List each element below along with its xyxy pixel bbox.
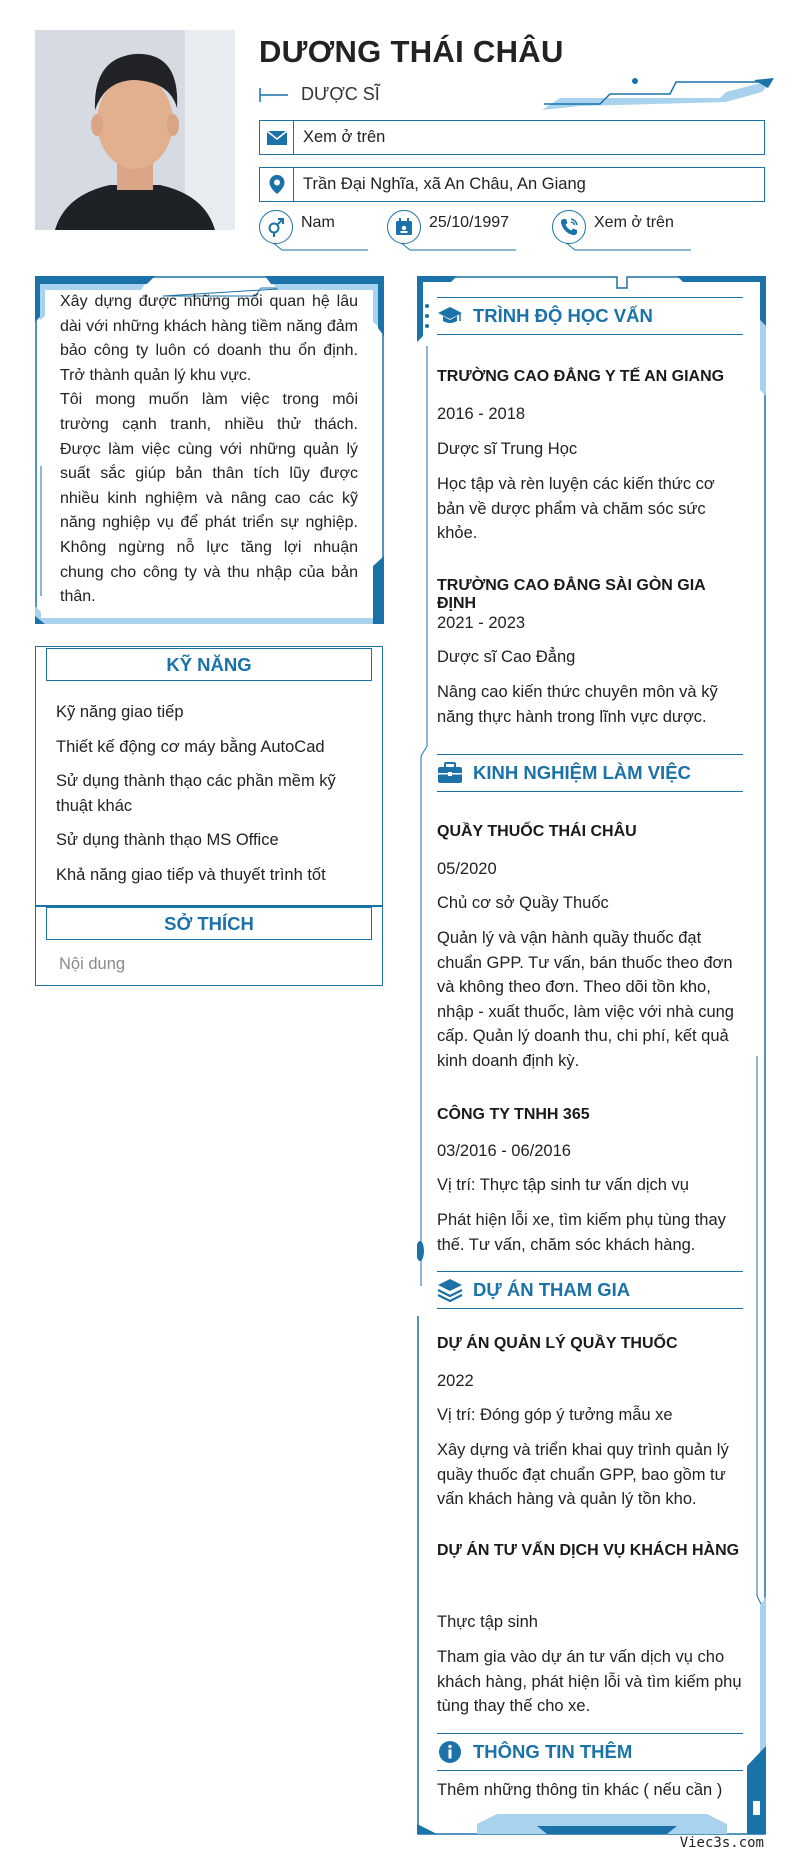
objective-paragraph-1: Xây dựng được những mối quan hệ lâu dài với những khách hàng tiềm năng đảm bảo công ty luôn có doanh thu ổn định. Trở thành quản lý khu vực. bbox=[60, 293, 358, 384]
project-period: 2022 bbox=[437, 1372, 474, 1390]
skill-item: Thiết kế động cơ máy bằng AutoCad bbox=[56, 737, 325, 756]
education-header bbox=[437, 297, 743, 335]
project-name: DỰ ÁN TƯ VẤN DỊCH VỤ KHÁCH HÀNG bbox=[437, 1542, 740, 1559]
skill-item: Khả năng giao tiếp và thuyết trình tốt bbox=[56, 865, 326, 884]
additional-header bbox=[437, 1733, 743, 1771]
footer-brand: Viec3s.com bbox=[679, 1835, 764, 1851]
circuit-decoration bbox=[540, 74, 780, 114]
experience-company: QUẦY THUỐC THÁI CHÂU bbox=[437, 823, 637, 840]
layers-icon bbox=[437, 1277, 463, 1303]
hobbies-content: Nội dung bbox=[59, 955, 126, 973]
education-description: Học tập và rèn luyện các kiến thức cơ bản về dược phẩm và chăm sóc sức khỏe. bbox=[437, 475, 715, 542]
objective-text bbox=[60, 290, 358, 610]
project-role: Vị trí: Đóng góp ý tưởng mẫu xe bbox=[437, 1406, 673, 1424]
email-icon bbox=[260, 121, 294, 154]
phone-underline bbox=[563, 240, 693, 252]
gender-value: Nam bbox=[301, 214, 335, 231]
experience-position: Vị trí: Thực tập sinh tư vấn dịch vụ bbox=[437, 1176, 689, 1194]
education-description: Nâng cao kiến thức chuyên môn và kỹ năng thực hành trong lĩnh vực dược. bbox=[437, 683, 718, 726]
graduation-cap-icon bbox=[437, 303, 463, 329]
education-period: 2021 - 2023 bbox=[437, 614, 526, 632]
projects-title: DỰ ÁN THAM GIA bbox=[473, 1279, 631, 1300]
project-role: Thực tập sinh bbox=[437, 1613, 538, 1631]
email-value: Xem ở trên bbox=[303, 128, 386, 146]
gender-underline bbox=[270, 240, 370, 252]
birthday-value: 25/10/1997 bbox=[429, 214, 510, 231]
address-value: Trần Đại Nghĩa, xã An Châu, An Giang bbox=[303, 175, 586, 193]
briefcase-icon bbox=[437, 760, 463, 786]
skills-list bbox=[56, 700, 376, 897]
projects-header bbox=[437, 1271, 743, 1309]
location-icon bbox=[260, 168, 294, 201]
email-field bbox=[259, 120, 765, 155]
experience-position: Chủ cơ sở Quầy Thuốc bbox=[437, 894, 609, 912]
additional-text: Thêm những thông tin khác ( nếu cần ) bbox=[437, 1781, 723, 1799]
skill-item: Sử dụng thành thạo các phần mềm kỹ thuật khác bbox=[56, 772, 336, 815]
experience-description: Quản lý và vận hành quầy thuốc đạt chuẩn GPP. Tư vấn, bán thuốc theo đơn và không theo đơn. Theo dõi tồn kho, nhập - xuất thuốc, làm việc với nhà cung cấp. Quản lý doanh thu, chi phí, kết quả kinh doanh định kỳ. bbox=[437, 929, 734, 1070]
candidate-name: DƯƠNG THÁI CHÂU bbox=[259, 34, 564, 69]
address-field bbox=[259, 167, 765, 202]
experience-company: CÔNG TY TNHH 365 bbox=[437, 1106, 590, 1123]
project-description: Tham gia vào dự án tư vấn dịch vụ cho khách hàng, phát hiện lỗi và tìm kiếm phụ tùng thay thế cho xe. bbox=[437, 1648, 742, 1715]
experience-title: KINH NGHIỆM LÀM VIỆC bbox=[473, 762, 691, 783]
experience-description: Phát hiện lỗi xe, tìm kiếm phụ tùng thay thế. Tư vấn, chăm sóc khách hàng. bbox=[437, 1211, 726, 1254]
phone-icon bbox=[552, 210, 586, 244]
calendar-icon bbox=[387, 210, 421, 244]
profile-photo bbox=[35, 30, 235, 230]
education-school: TRƯỜNG CAO ĐẲNG Y TẾ AN GIANG bbox=[437, 368, 725, 385]
title-line-decoration bbox=[259, 84, 289, 106]
experience-period: 05/2020 bbox=[437, 860, 497, 878]
hobbies-title: SỞ THÍCH bbox=[46, 907, 372, 940]
education-degree: Dược sĩ Cao Đẳng bbox=[437, 648, 576, 666]
skill-item: Sử dụng thành thạo MS Office bbox=[56, 831, 279, 849]
job-title: DƯỢC SĨ bbox=[301, 84, 380, 104]
project-name: DỰ ÁN QUẢN LÝ QUẦY THUỐC bbox=[437, 1335, 678, 1352]
birthday-underline bbox=[398, 240, 518, 252]
skill-item: Kỹ năng giao tiếp bbox=[56, 703, 184, 721]
additional-title: THÔNG TIN THÊM bbox=[473, 1741, 633, 1762]
education-degree: Dược sĩ Trung Học bbox=[437, 440, 578, 458]
education-period: 2016 - 2018 bbox=[437, 405, 526, 423]
phone-value: Xem ở trên bbox=[594, 214, 674, 231]
project-description: Xây dựng và triển khai quy trình quản lý quầy thuốc đạt chuẩn GPP, bao gồm tư vấn khách hàng và quản lý tồn kho. bbox=[437, 1441, 729, 1508]
education-school: TRƯỜNG CAO ĐẲNG SÀI GÒN GIA ĐỊNH bbox=[437, 577, 706, 612]
education-title: TRÌNH ĐỘ HỌC VẤN bbox=[473, 305, 653, 326]
skills-title: KỸ NĂNG bbox=[46, 648, 372, 681]
objective-paragraph-2: Tôi mong muốn làm việc trong môi trường cạnh tranh, nhiều thử thách. Được làm việc cùng với những quản lý suất sắc giúp bản thân tích lũy được nhiều kinh nghiệm và nâng cao các kỹ năng nghiệp vụ để phát triển sự nghiệp. Không ngừng nỗ lực tăng lợi nhuận chung cho công ty và thu nhập của bản thân. bbox=[60, 391, 358, 606]
gender-icon bbox=[259, 210, 293, 244]
info-icon bbox=[437, 1739, 463, 1765]
experience-period: 03/2016 - 06/2016 bbox=[437, 1142, 571, 1160]
experience-header bbox=[437, 754, 743, 792]
